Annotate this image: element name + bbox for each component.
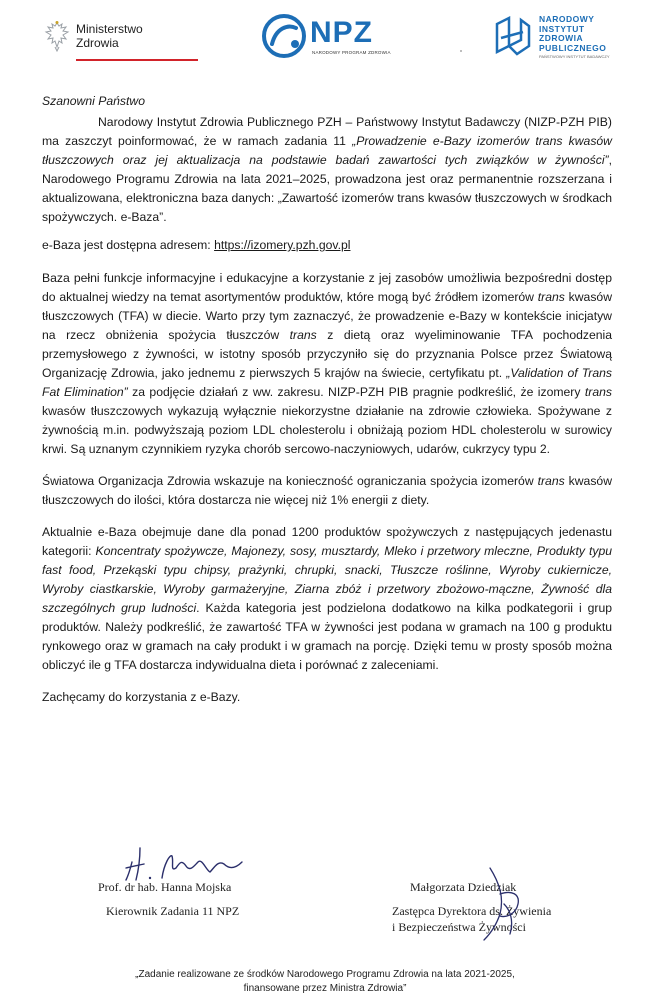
letterhead: [0, 0, 650, 70]
nizp-line-3: ZDROWIA: [539, 33, 584, 43]
categories-list: Koncentraty spożywcze, Majonezy, sosy, musztardy, Mleko i przetwory mleczne, Produkty typu fast food, Przekąski typu chipsy, prażynki, chrupki, snacki, Tłuszcze roślinne, Wyroby cukiernicze, Wyroby ciastkarskie, Wyroby garmażeryjne, Ziarna zbóż i przetwory zbożowo-mączne, Żywność dla szczególnych grup ludności: [42, 544, 612, 615]
letter-body: [42, 92, 612, 720]
functions-text-i: kwasów tłuszczowych wykazują wyłącznie niekorzystne działanie na zdrowie człowieka. Spożywane z żywnością m.in. podwyższają poziom LDL cholesterolu i obniżają poziom HDL cholesterolu w surowicy krwi. Są uznanym czynnikiem ryzyka chorób sercowo-naczyniowych, udarów, cukrzycy typu 2.: [42, 404, 612, 456]
who-text-c: kwasów tłuszczowych do ilości, która dostarcza nie więcej niż 1% energii z diety.: [42, 474, 613, 507]
npz-logo: [262, 14, 392, 58]
handwritten-signature-mojska: [110, 840, 250, 884]
signatory-right-role-line-1: Zastępca Dyrektora ds. Żywienia: [392, 904, 552, 918]
certificate-title: „Validation of Trans Fat Elimination”: [42, 366, 612, 399]
paragraph-categories: [42, 523, 612, 675]
ministry-red-rule: [76, 59, 198, 61]
who-text-a: Światowa Organizacja Zdrowia wskazuje na konieczność ograniczania spożycia izomerów: [42, 474, 538, 488]
functions-text-c: kwasów tłuszczowych (TFA) w diecie. Warto przy tym zaznaczyć, że prowadzenie e-Bazy w kontekście inicjatyw na rzecz obniżenia spożycia tłuszczów: [42, 290, 612, 342]
signatory-right-role-line-2: i Bezpieczeństwa Żywności: [392, 920, 526, 934]
salutation: Szanowni Państwo: [42, 94, 145, 108]
handwritten-signature-dziedziak: [460, 864, 540, 942]
functions-text-g: za podjęcie działań z ww. zakresu. NIZP-PZH PIB pragnie podkreślić, że izomery: [127, 385, 585, 399]
npz-subtitle: NARODOWY PROGRAM ZDROWIA: [312, 50, 391, 55]
trans-term-4: trans: [537, 474, 565, 488]
ministry-line-2: Zdrowia: [76, 36, 119, 50]
trans-term-3: trans: [584, 385, 612, 399]
funding-footer: [0, 968, 650, 996]
nizp-line-2: INSTYTUT: [539, 23, 585, 34]
eagle-emblem-icon: [44, 20, 70, 52]
address-label: e-Baza jest dostępna adresem:: [42, 238, 215, 252]
nizp-geometric-icon: [493, 16, 533, 56]
categories-text-a: Aktualnie e-Baza obejmuje dane dla ponad 1200 produktów spożywczych z następujących jedenastu kategorii:: [42, 525, 612, 558]
task-title: „Prowadzenie e-Bazy izomerów trans kwasów tłuszczowych oraz jej aktualizacja na podstawie badań zawartości tych związków w żywności”: [42, 134, 612, 167]
ministry-of-health-logo: [44, 16, 164, 68]
nizp-name: [539, 15, 606, 53]
paragraph-address: [42, 236, 612, 255]
signatory-left-name: Prof. dr hab. Hanna Mojska: [98, 880, 232, 894]
signatory-left-role: Kierownik Zadania 11 NPZ: [106, 904, 240, 918]
trans-term-1: trans: [537, 290, 565, 304]
nizp-subtitle: PAŃSTWOWY INSTYTUT BADAWCZY: [539, 54, 610, 59]
paragraph-closing: Zachęcamy do korzystania z e-Bazy.: [42, 690, 241, 704]
paragraph-who: [42, 472, 612, 510]
footer-line-2: finansowane przez Ministra Zdrowia”: [243, 983, 407, 994]
functions-text-a: Baza pełni funkcje informacyjne i edukacyjne a korzystanie z jej zasobów umożliwia bezpośredni dostęp do aktualnej wiedzy na temat asortymentów produktów, które mogą być źródłem izomerów: [42, 271, 612, 304]
paragraph-intro: [42, 113, 612, 227]
functions-text-e: z dietą oraz wyeliminowanie TFA pochodzenia przemysłowego z żywności, w istotny sposób przyczyniło się do przyznania Polsce przez Światową Organizację Zdrowia, jako jednemu z pierwszych 5 krajów na świecie, certyfikatu pt.: [42, 328, 613, 380]
categories-text-c: . Każda kategoria jest podzielona dodatkowo na kilka podkategorii i grup produktów. Należy podkreślić, że zawartość TFA w żywności jest podana w gramach na 100 g produktu rynkowego oraz w gramach na cały produkt i w gramach na porcję. Dzięki temu w prosty sposób można obliczyć ile g TFA dostarcza indywidualna dieta i porównać z zaleceniami.: [42, 601, 613, 672]
nizp-pzh-logo: [493, 12, 623, 64]
scan-speck: [460, 50, 462, 52]
ministry-line-1: Ministerstwo: [76, 22, 143, 36]
footer-line-1: „Zadanie realizowane ze środków Narodowego Programu Zdrowia na lata 2021-2025,: [135, 969, 515, 980]
nizp-line-4: PUBLICZNEGO: [539, 42, 607, 53]
ebaza-url-link[interactable]: https://izomery.pzh.gov.pl: [214, 238, 351, 252]
trans-term-2: trans: [289, 328, 317, 342]
npz-wordmark: NPZ: [310, 16, 373, 49]
intro-text-a: Narodowy Instytut Zdrowia Publicznego PZH – Państwowy Instytut Badawczy (NIZP-PZH PIB) ma zaszczyt poinformować, że w ramach zadania 11: [42, 115, 612, 148]
intro-text-c: , Narodowego Programu Zdrowia na lata 2021–2025, prowadzona jest oraz permanentnie rozszerzana i aktualizowana, elektroniczna baza danych: „Zawartość izomerów trans kwasów tłuszczowych w środkach spożywczych. e-Baza”.: [42, 153, 612, 224]
ministry-name: [76, 22, 143, 50]
nizp-line-1: NARODOWY: [539, 14, 595, 24]
npz-swirl-icon: [262, 14, 306, 58]
signatory-right-name: Małgorzata Dziedziak: [410, 880, 517, 894]
paragraph-functions: [42, 269, 612, 459]
